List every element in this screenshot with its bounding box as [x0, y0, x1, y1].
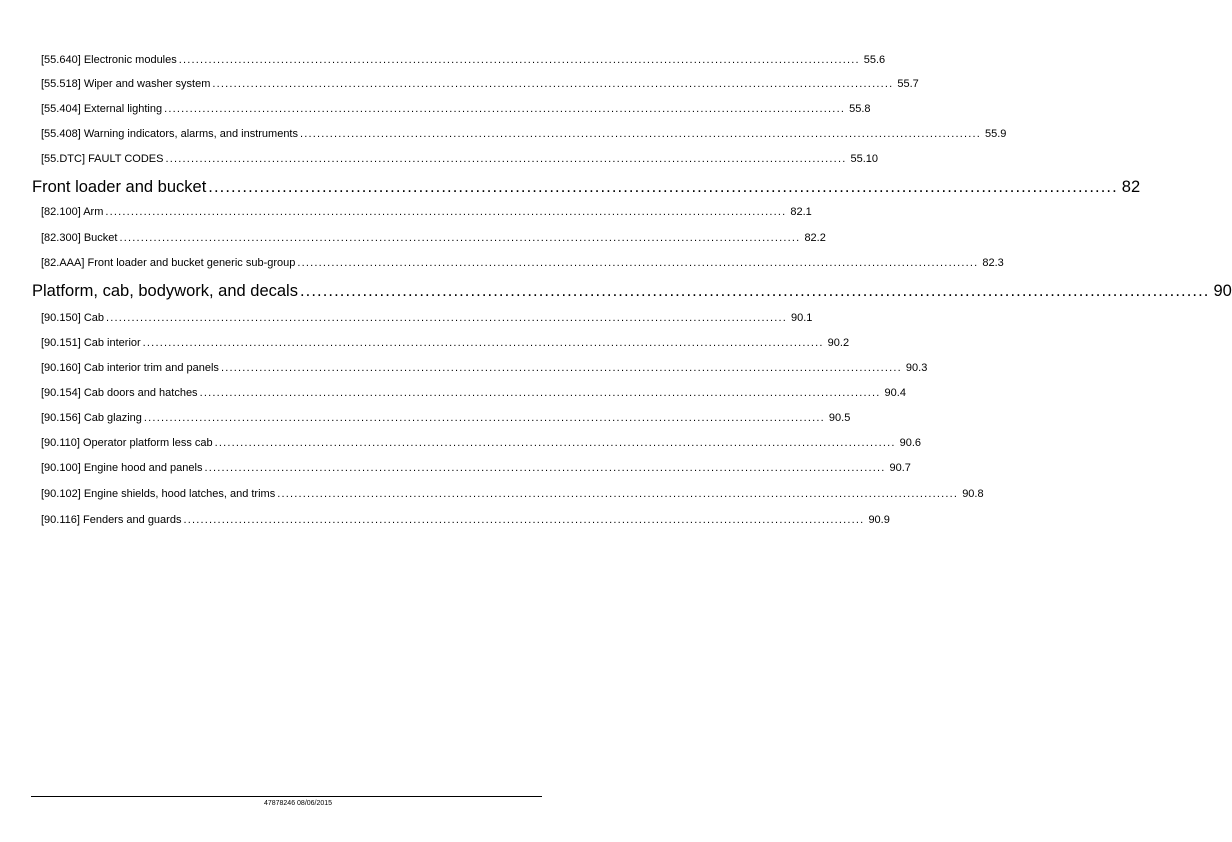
- dot-leader: ................................................................................................................................................................: [299, 282, 1210, 300]
- toc-section-platform-cab[interactable]: [32, 281, 1232, 301]
- dot-leader: ................................................................................................................................................................: [214, 437, 896, 449]
- toc-entry-90-100[interactable]: [41, 461, 911, 475]
- toc-entry-page: 55.9: [984, 128, 1007, 140]
- toc-section-page: 90: [1213, 282, 1232, 300]
- toc-entry-label: [82.100] Arm: [41, 206, 104, 218]
- toc-entry-label: [55.404] External lighting: [41, 103, 163, 115]
- dot-leader: ................................................................................................................................................................: [297, 257, 979, 269]
- toc-section-page: 82: [1121, 178, 1141, 196]
- toc-entry-label: [55.DTC] FAULT CODES: [41, 153, 164, 165]
- toc-entry-82-300[interactable]: [41, 231, 826, 245]
- toc-entry-90-151[interactable]: [41, 336, 850, 350]
- toc-entry-label: [82.AAA] Front loader and bucket generic sub-group: [41, 257, 296, 269]
- toc-entry-page: 90.9: [868, 514, 890, 526]
- toc-entry-page: 90.4: [884, 387, 906, 399]
- toc-entry-label: [55.518] Wiper and washer system: [41, 78, 211, 90]
- toc-entry-label: [90.100] Engine hood and panels: [41, 462, 203, 474]
- toc-entry-90-160[interactable]: [41, 361, 928, 375]
- toc-entry-label: [90.160] Cab interior trim and panels: [41, 362, 219, 374]
- toc-entry-label: [90.151] Cab interior: [41, 337, 141, 349]
- toc-entry-page: 55.10: [850, 153, 878, 165]
- toc-section-label: Front loader and bucket: [32, 178, 207, 196]
- toc-entry-55-dtc[interactable]: [41, 152, 878, 166]
- footer-divider: [31, 796, 542, 797]
- toc-entry-label: [90.102] Engine shields, hood latches, and trims: [41, 488, 276, 500]
- toc-entry-90-110[interactable]: [41, 436, 922, 450]
- toc-entry-55-640[interactable]: [41, 53, 886, 67]
- toc-entry-page: 90.5: [828, 412, 851, 424]
- toc-entry-page: 55.6: [863, 54, 886, 66]
- toc-entry-55-408[interactable]: [41, 127, 1007, 141]
- toc-entry-label: [90.156] Cab glazing: [41, 412, 142, 424]
- footer-doc-id: 47878246 08/06/2015: [263, 800, 333, 807]
- dot-leader: ................................................................................................................................................................: [142, 337, 824, 349]
- toc-entry-90-154[interactable]: [41, 386, 906, 400]
- dot-leader: ................................................................................................................................................................: [204, 462, 886, 474]
- toc-entry-page: 82.1: [790, 206, 812, 218]
- dot-leader: ................................................................................................................................................................: [212, 78, 894, 90]
- toc-entry-label: [82.300] Bucket: [41, 232, 118, 244]
- dot-leader: ................................................................................................................................................................: [300, 128, 981, 140]
- dot-leader: ................................................................................................................................................................: [183, 514, 865, 526]
- dot-leader: ................................................................................................................................................................: [119, 232, 801, 244]
- toc-entry-label: [55.640] Electronic modules: [41, 54, 177, 66]
- dot-leader: ................................................................................................................................................................: [164, 103, 846, 115]
- toc-entry-label: [90.150] Cab: [41, 312, 104, 324]
- toc-entry-label: [90.116] Fenders and guards: [41, 514, 182, 526]
- toc-entry-90-116[interactable]: [41, 513, 890, 527]
- dot-leader: ................................................................................................................................................................: [105, 206, 787, 218]
- toc-entry-90-102[interactable]: [41, 487, 984, 501]
- toc-section-front-loader[interactable]: [32, 177, 1141, 197]
- toc-entry-page: 82.3: [982, 257, 1004, 269]
- dot-leader: ................................................................................................................................................................: [178, 54, 860, 66]
- toc-entry-90-150[interactable]: [41, 311, 813, 325]
- dot-leader: ................................................................................................................................................................: [143, 412, 825, 424]
- toc-entry-page: 90.1: [790, 312, 813, 324]
- toc-entry-page: 90.6: [899, 437, 922, 449]
- dot-leader: ................................................................................................................................................................: [277, 488, 959, 500]
- toc-entry-label: [55.408] Warning indicators, alarms, and instruments: [41, 128, 298, 140]
- toc-entry-label: [90.110] Operator platform less cab: [41, 437, 213, 449]
- dot-leader: ................................................................................................................................................................: [106, 312, 787, 324]
- dot-leader: ................................................................................................................................................................: [165, 153, 847, 165]
- dot-leader: ................................................................................................................................................................: [208, 178, 1118, 196]
- toc-entry-page: 90.3: [905, 362, 928, 374]
- toc-entry-page: 90.2: [827, 337, 850, 349]
- toc-entry-page: 90.7: [889, 462, 911, 474]
- toc-entry-82-100[interactable]: [41, 205, 812, 219]
- toc-entry-page: 55.8: [849, 103, 871, 115]
- toc-section-label: Platform, cab, bodywork, and decals: [32, 282, 298, 300]
- toc-entry-page: 90.8: [962, 488, 984, 500]
- toc-entry-90-156[interactable]: [41, 411, 851, 425]
- toc-entry-page: 55.7: [897, 78, 919, 90]
- toc-entry-55-404[interactable]: [41, 102, 871, 116]
- toc-entry-82-aaa[interactable]: [41, 256, 1004, 270]
- toc-entry-page: 82.2: [804, 232, 826, 244]
- toc-entry-55-518[interactable]: [41, 77, 919, 91]
- dot-leader: ................................................................................................................................................................: [199, 387, 881, 399]
- dot-leader: ................................................................................................................................................................: [220, 362, 902, 374]
- toc-entry-label: [90.154] Cab doors and hatches: [41, 387, 198, 399]
